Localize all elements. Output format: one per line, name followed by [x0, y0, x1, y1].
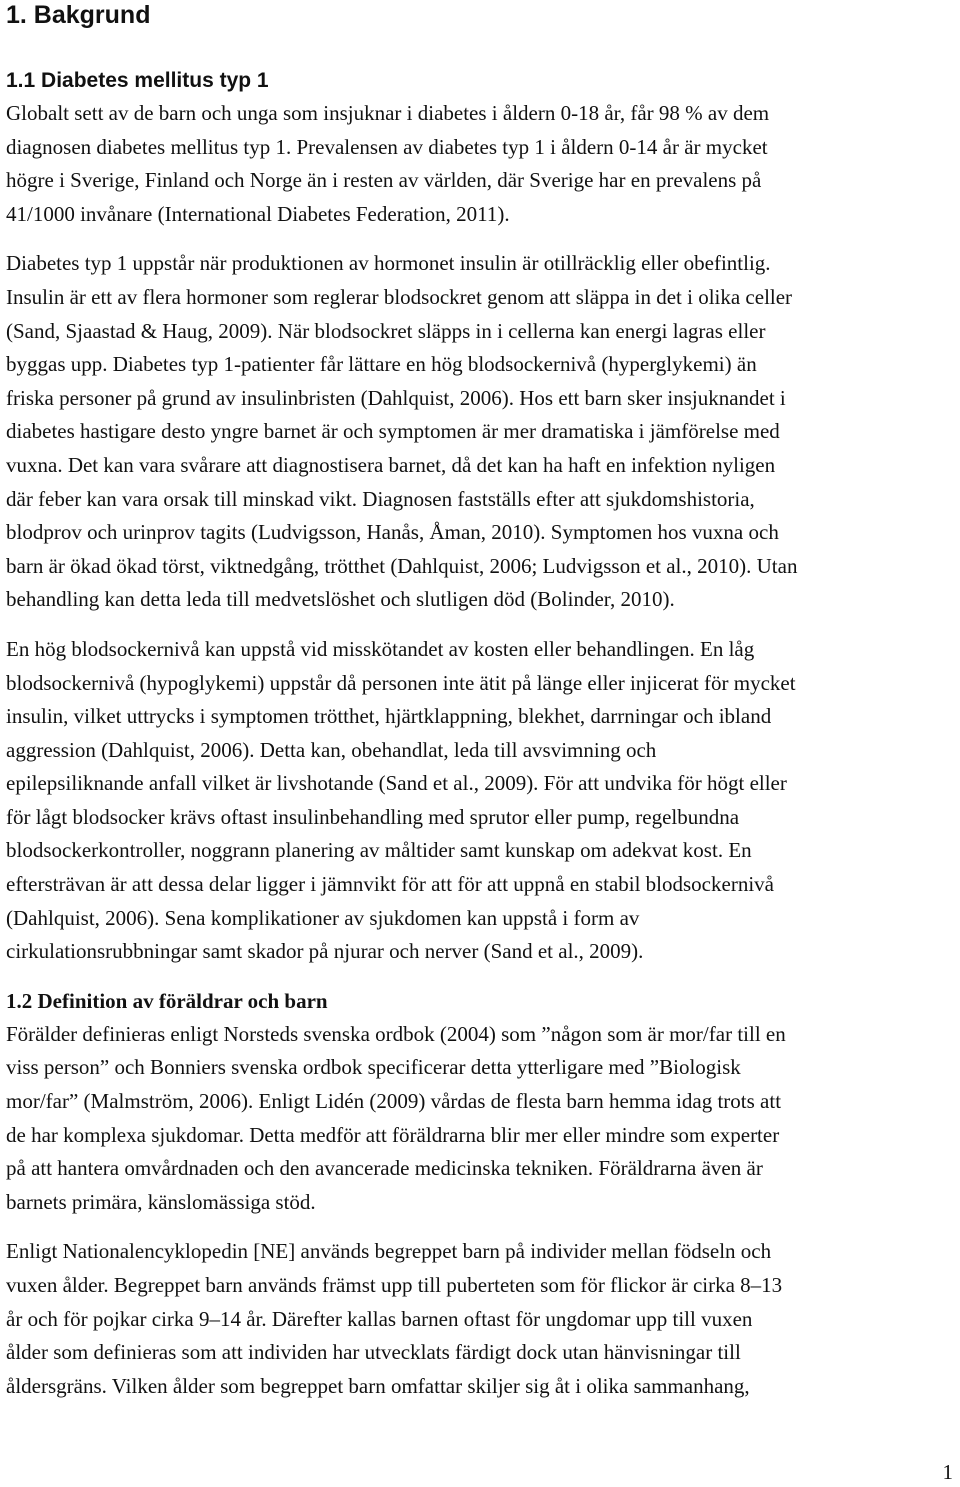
text-line: aggression (Dahlquist, 2006). Detta kan, obehandlat, leda till avsvimning och: [6, 737, 657, 762]
text-line: de har komplexa sjukdomar. Detta medför att föräldrarna blir mer eller mindre som experter: [6, 1122, 780, 1147]
text-line: blodsockernivå (hypoglykemi) uppstår då personen inte ätit på länge eller injicerat för mycket: [6, 670, 796, 695]
text-line: Förälder definieras enligt Norsteds svenska ordbok (2004) som ”någon som är mor/far till en: [6, 1021, 786, 1046]
text-line: (Sand, Sjaastad & Haug, 2009). När blodsockret släpps in i cellerna kan energi lagras eller: [6, 318, 766, 343]
text-line: åldersgräns. Vilken ålder som begreppet barn omfattar skiljer sig åt i olika sammanhang,: [6, 1373, 750, 1398]
section-heading-1-2: 1.2 Definition av föräldrar och barn: [6, 988, 328, 1013]
text-line: ålder som definieras som att individen har utvecklats färdigt dock utan hänvisningar till: [6, 1340, 741, 1365]
text-line: 41/1000 invånare (International Diabetes Federation, 2011).: [6, 201, 510, 226]
text-line: vuxen ålder. Begreppet barn används främst upp till puberteten som för flickor är cirka 8–13: [6, 1273, 783, 1297]
text-line: Enligt Nationalencyklopedin [NE] används begreppet barn på individer mellan födseln och: [6, 1239, 772, 1264]
document-page: [6, 0, 954, 1403]
paragraph: [6, 1235, 954, 1403]
text-line: friska personer på grund av insulinbristen (Dahlquist, 2006). Hos ett barn sker insjuknandet i: [6, 385, 786, 410]
text-line: år och för pojkar cirka 9–14 år. Därefter kallas barnen oftast för ungdomar upp till vuxen: [6, 1306, 753, 1331]
text-line: Insulin är ett av flera hormoner som reglerar blodsockret genom att släppa in det i olika celler: [6, 284, 793, 309]
paragraph: [6, 97, 954, 231]
text-line: Diabetes typ 1 uppstår när produktionen av hormonet insulin är otillräcklig eller obefintlig.: [6, 251, 771, 276]
text-line: En hög blodsockernivå kan uppstå vid misskötandet av kosten eller behandlingen. En låg: [6, 636, 755, 661]
text-line: vuxna. Det kan vara svårare att diagnostisera barnet, då det kan ha haft en infektion nyligen: [6, 452, 776, 477]
chapter-heading: 1. Bakgrund: [6, 1, 151, 29]
text-line: diabetes hastigare desto yngre barnet är och symptomen är mer dramatiska i jämförelse med: [6, 419, 780, 444]
text-line: (Dahlquist, 2006). Sena komplikationer av sjukdomen kan uppstå i form av: [6, 905, 640, 930]
text-line: blodsockerkontroller, noggrann planering av måltider samt kunskap om adekvat kost. En: [6, 838, 752, 863]
text-line: cirkulationsrubbningar samt skador på njurar och nerver (Sand et al., 2009).: [6, 939, 644, 964]
paragraph: [6, 633, 954, 969]
text-line: insulin, vilket uttrycks i symptomen trötthet, hjärtklappning, blekhet, darrningar och ibland: [6, 704, 772, 729]
paragraph: [6, 1018, 954, 1220]
text-line: barnets primära, känslomässiga stöd.: [6, 1189, 316, 1214]
text-line: där feber kan vara orsak till minskad vikt. Diagnosen fastställs efter att sjukdomshistoria,: [6, 486, 755, 511]
text-line: epilepsiliknande anfall vilket är livshotande (Sand et al., 2009). För att undvika för högt eller: [6, 771, 787, 796]
text-line: högre i Sverige, Finland och Norge än i resten av världen, där Sverige har en prevalens på: [6, 168, 762, 193]
text-line: på att hantera omvårdnaden och den avancerade medicinska tekniken. Föräldrarna även är: [6, 1156, 763, 1181]
page-number: 1: [942, 1460, 953, 1484]
text-line: blodprov och urinprov tagits (Ludvigsson, Hanås, Åman, 2010). Symptomen hos vuxna och: [6, 520, 779, 545]
text-line: Globalt sett av de barn och unga som insjuknar i diabetes i åldern 0-18 år, får 98 % av dem: [6, 101, 770, 125]
text-line: behandling kan detta leda till medvetslöshet och slutligen död (Bolinder, 2010).: [6, 587, 675, 612]
paragraph: [6, 247, 954, 617]
text-line: för lågt blodsocker krävs oftast insulinbehandling med sprutor eller pump, regelbundna: [6, 804, 740, 829]
section-heading-1-1: 1.1 Diabetes mellitus typ 1: [6, 69, 269, 92]
text-line: eftersträvan är att dessa delar ligger i jämnvikt för att för att uppnå en stabil blodsockernivå: [6, 872, 774, 897]
text-line: byggas upp. Diabetes typ 1-patienter får lättare en hög blodsockernivå (hyperglykemi) än: [6, 352, 757, 377]
text-line: barn är ökad ökad törst, viktnedgång, trötthet (Dahlquist, 2006; Ludvigsson et al., 2010). Utan: [6, 553, 798, 578]
text-line: diagnosen diabetes mellitus typ 1. Prevalensen av diabetes typ 1 i åldern 0-14 år är mycket: [6, 134, 768, 159]
text-line: viss person” och Bonniers svenska ordbok specificerar detta ytterligare med ”Biologisk: [6, 1055, 741, 1080]
text-line: mor/far” (Malmström, 2006). Enligt Lidén (2009) vårdas de flesta barn hemma idag trots att: [6, 1089, 782, 1114]
